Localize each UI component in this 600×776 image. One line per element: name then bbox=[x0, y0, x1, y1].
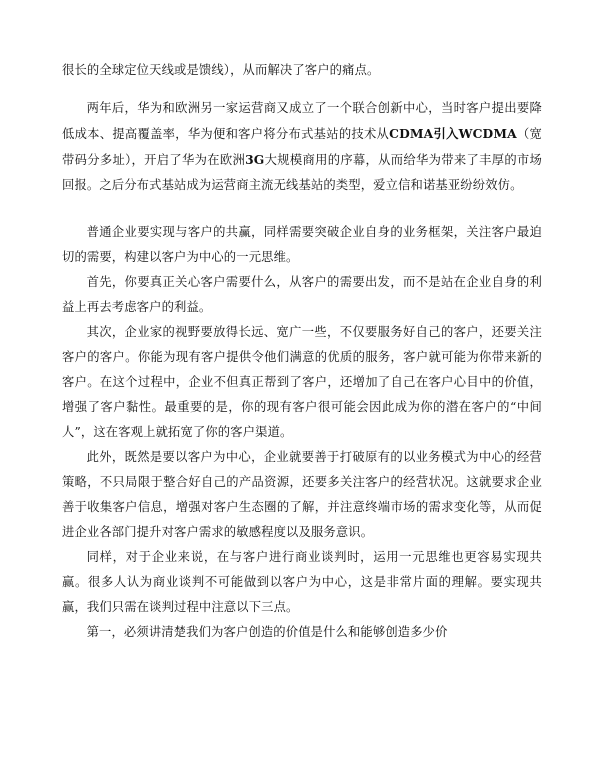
para-point-one bbox=[62, 620, 542, 645]
text-run: 首先，你要真正关心客户需要什么，从客户的需要出发，而不是站在企业自身的利益上再去考虑客户的利益。 bbox=[62, 275, 542, 314]
paragraph-spacer bbox=[62, 198, 542, 220]
text-run: 同样，对于企业来说，在与客户进行商业谈判时，运用一元思维也更容易实现共赢。很多人认为商业谈判不可能做到以客户为中心，这是非常片面的理解。要实现共赢，我们只需在谈判过程中注意以下三点。 bbox=[62, 550, 542, 614]
text-run: 其次，企业家的视野要放得长远、宽广一些，不仅要服务好自己的客户，还要关注客户的客户。你能为现有客户提供令他们满意的优质的服务，客户就可能为你带来新的客户。在这个过程中，企业不但真正帮到了客户，还增加了自己在客户心目中的价值，增强了客户黏性。最重要的是，你的现有客户很可能会因此成为你的潜在客户的“中间人”，这在客观上就拓宽了你的客户渠道。 bbox=[62, 325, 542, 439]
para-continuation bbox=[62, 58, 542, 83]
para-first-care bbox=[62, 270, 542, 320]
paragraph-spacer bbox=[62, 83, 542, 96]
para-two-years-later bbox=[62, 96, 542, 198]
text-run: 此外，既然是要以客户为中心，企业就要善于打破原有的以业务模式为中心的经营策略，不只局限于整合好自己的产品资源，还要多关注客户的经营状况。这就要求企业善于收集客户信息，增强对客户生态圈的了解，并注意终端市场的需求变化等，从而促进企业各部门提升对客户需求的敏感程度以及服务意识。 bbox=[62, 450, 542, 539]
text-run: 两年后，华为和欧洲另一家运营商又成立了一个联合创新中心，当时客户提出要降低成本、提高覆盖率，华为便和客户将分布式基站的技术从 bbox=[62, 101, 542, 141]
para-ordinary-enterprise bbox=[62, 220, 542, 270]
text-run: 普通企业要实现与客户的共赢，同样需要突破企业自身的业务框架，关注客户最迫切的需要，构建以客户为中心的一元思维。 bbox=[62, 225, 542, 264]
emphasis-text: 3G bbox=[245, 152, 265, 167]
para-second-vision bbox=[62, 320, 542, 445]
emphasis-text: CDMA引入WCDMA bbox=[389, 126, 517, 141]
document-body bbox=[62, 58, 542, 645]
para-besides-customer-center bbox=[62, 445, 542, 545]
text-run: 第一，必须讲清楚我们为客户创造的价值是什么和能够创造多少价 bbox=[86, 625, 448, 639]
para-similarly-negotiation bbox=[62, 545, 542, 620]
text-run: 很长的全球定位天线或是馈线），从而解决了客户的痛点。 bbox=[62, 63, 380, 77]
text-run: 大规模商用的序幕，从而给华为带来了丰厚的市场回报。之后分布式基站成为运营商主流无线基站的类型，爱立信和诺基亚纷纷效仿。 bbox=[62, 153, 542, 192]
text-run: （宽带码分多址），开启了华为在欧洲 bbox=[62, 127, 542, 167]
